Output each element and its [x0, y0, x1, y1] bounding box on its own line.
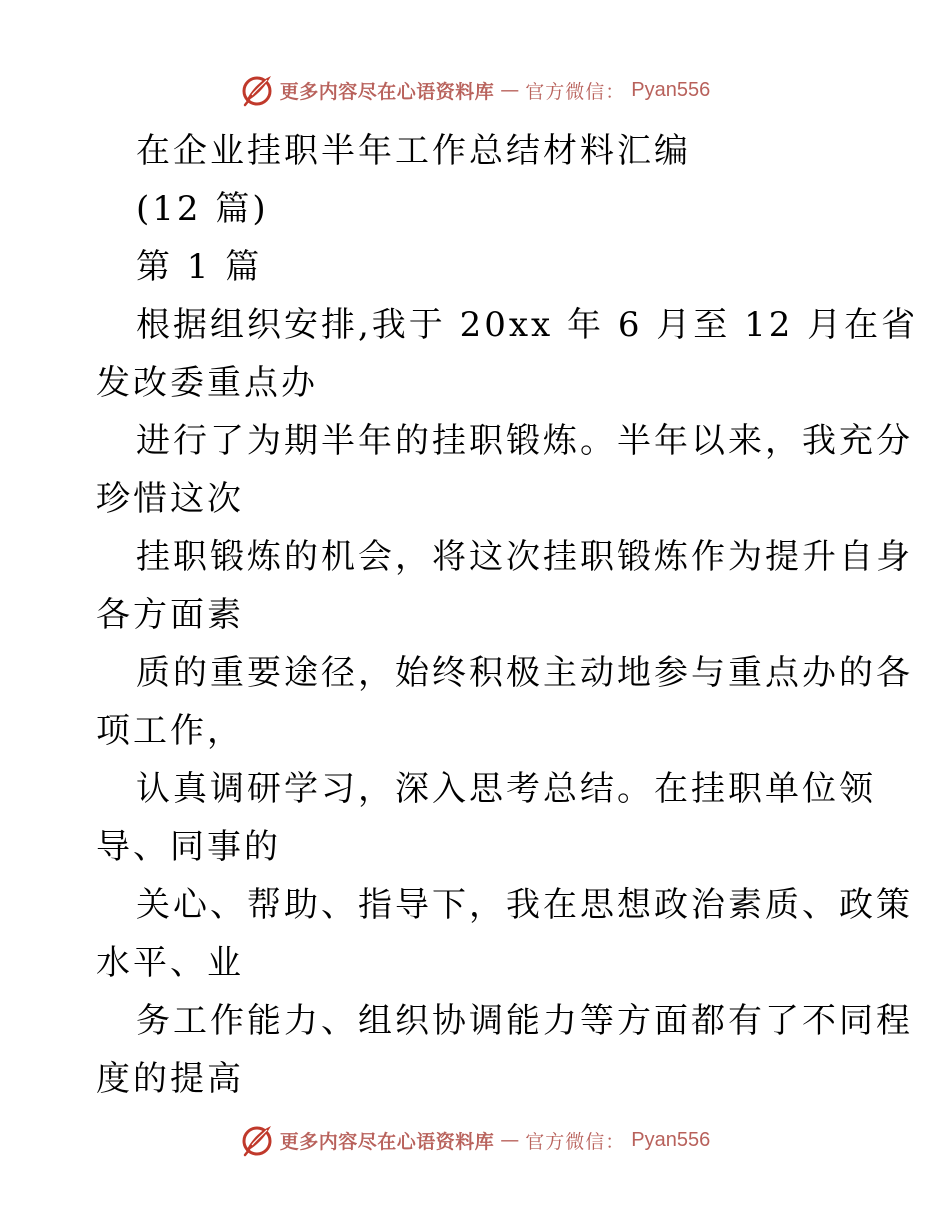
text-line: 珍惜这次 — [96, 479, 244, 519]
text-line: 根据组织安排,我于 20xx 年 6 月至 12 月在省 — [136, 305, 919, 345]
separator: — — [500, 79, 520, 101]
footer-watermark — [0, 1120, 950, 1160]
wechat-label: 官方微信： — [525, 80, 626, 103]
text-line: 认真调研学习，深入思考总结。在挂职单位领 — [136, 769, 876, 809]
wechat-label: 官方微信： — [525, 1130, 626, 1153]
text-line: 质的重要途径，始终积极主动地参与重点办的各 — [136, 653, 913, 693]
text-line: 导、同事的 — [96, 827, 281, 867]
wechat-id: Pyan556 — [631, 1128, 711, 1151]
document-title: 在企业挂职半年工作总结材料汇编 — [136, 131, 691, 171]
site-name: 更多内容尽在心语资料库 — [279, 80, 495, 103]
text-line: 挂职锻炼的机会，将这次挂职锻炼作为提升自身 — [136, 537, 913, 577]
text-line: 各方面素 — [96, 595, 244, 635]
text-line: 项工作， — [96, 711, 244, 751]
feather-logo-icon — [240, 1123, 274, 1157]
text-line: 务工作能力、组织协调能力等方面都有了不同程 — [136, 1001, 913, 1041]
text-line: 进行了为期半年的挂职锻炼。半年以来，我充分 — [136, 421, 913, 461]
feather-logo-icon — [240, 73, 274, 107]
section-heading: 第 1 篇 — [136, 247, 263, 287]
header-watermark — [0, 70, 950, 110]
text-line: 度的提高 — [96, 1059, 244, 1099]
document-subtitle: (12 篇) — [136, 189, 269, 229]
document-body — [96, 122, 919, 1108]
wechat-id: Pyan556 — [631, 78, 711, 101]
separator: — — [500, 1129, 520, 1151]
text-line: 发改委重点办 — [96, 363, 318, 403]
text-line: 水平、业 — [96, 943, 244, 983]
site-name: 更多内容尽在心语资料库 — [279, 1130, 495, 1153]
text-line: 关心、帮助、指导下，我在思想政治素质、政策 — [136, 885, 913, 925]
